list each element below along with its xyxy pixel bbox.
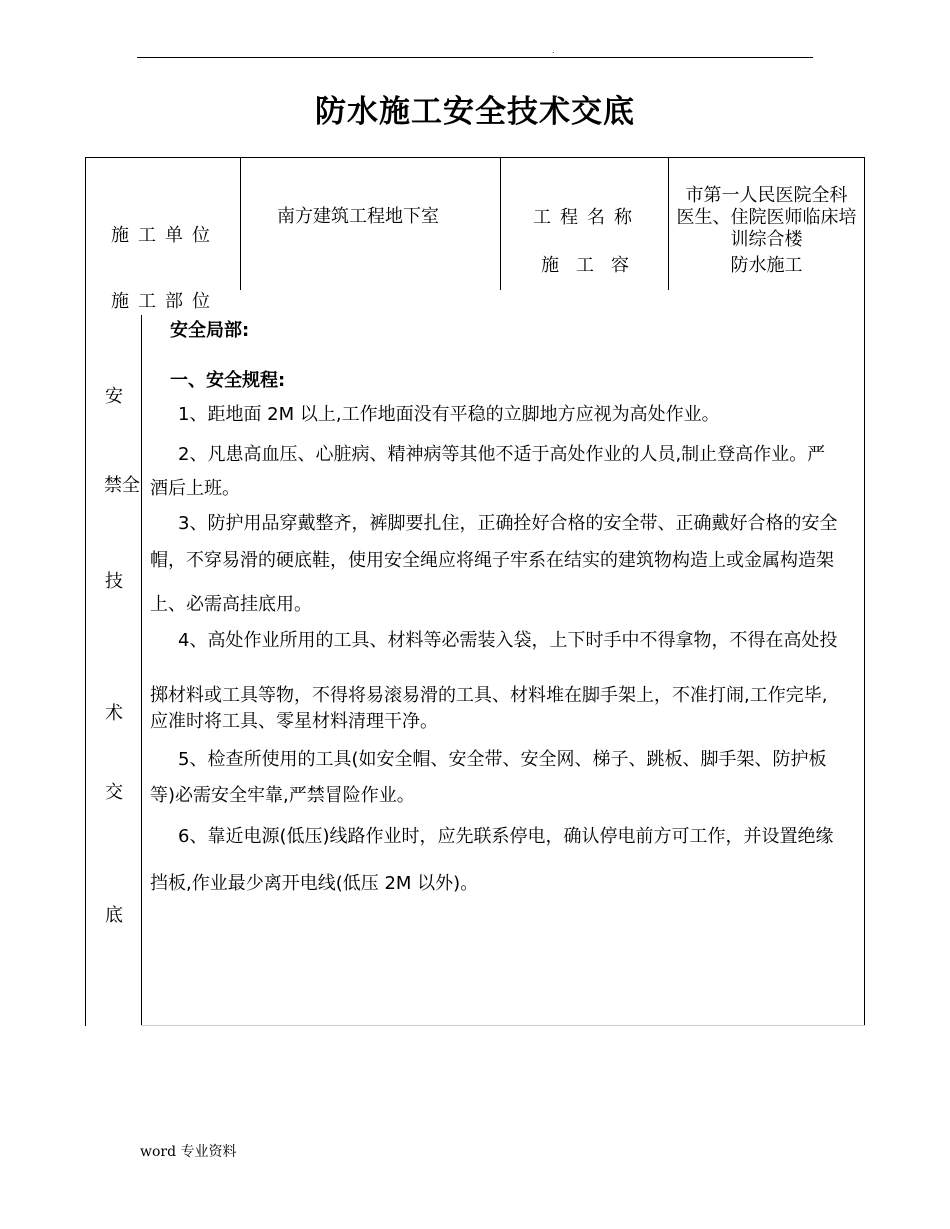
content-line: 挡板,作业最少离开电线(低压 2M 以外)。	[150, 873, 479, 894]
header-dot: .	[552, 46, 555, 55]
content-line: 上、必需高挂底用。	[150, 594, 312, 615]
side-label-6: 底	[105, 905, 123, 926]
content-line: 帽，不穿易滑的硬底鞋，使用安全绳应将绳子牢系在结实的建筑物构造上或金属构造架	[150, 550, 834, 571]
content-line: 应准时将工具、零星材料清理干净。	[150, 711, 438, 732]
content-line: 等)必需安全牢靠,严禁冒险作业。	[150, 785, 415, 806]
side-label-3: 技	[105, 571, 123, 592]
project-value-line-2: 医生、住院医师临床培	[676, 207, 857, 228]
content-line: 6、靠近电源(低压)线路作业时，应先联系停电，确认停电前方可工作，并设置绝缘	[178, 826, 834, 847]
content-value: 防水施工	[730, 255, 803, 276]
header-rule	[137, 57, 813, 58]
section-title: 安全局部:	[170, 320, 250, 341]
content-line: 4、高处作业所用的工具、材料等必需装入袋，上下时手中不得拿物，不得在高处投	[178, 630, 838, 651]
project-value-line-3: 训综合楼	[730, 229, 803, 250]
side-divider	[141, 315, 142, 1026]
page-title: 防水施工安全技术交底	[315, 94, 635, 130]
side-label-5: 交	[105, 782, 123, 803]
content-line: 5、检查所使用的工具(如安全帽、安全带、安全网、梯子、跳板、脚手架、防护板	[178, 749, 827, 770]
content-label: 施工容	[541, 255, 646, 276]
info-divider-1	[240, 157, 241, 290]
table-top-border	[85, 157, 865, 158]
info-divider-2	[500, 157, 501, 290]
side-label-2: 禁全	[104, 475, 140, 496]
content-line: 2、凡患高血压、心脏病、精神病等其他不适于高处作业的人员,制止登高作业。严	[178, 444, 826, 465]
part-label: 施工部位	[111, 291, 219, 312]
content-line: 3、防护用品穿戴整齐，裤脚要扎住，正确拴好合格的安全带、正确戴好合格的安全	[178, 513, 838, 534]
table-right-border	[864, 157, 865, 1026]
unit-value: 南方建筑工程地下室	[277, 206, 439, 227]
content-line: 酒后上班。	[150, 478, 240, 499]
table-left-border	[85, 157, 86, 1026]
unit-label: 施工单位	[111, 225, 219, 246]
rules-heading: 一、安全规程:	[170, 370, 286, 391]
project-value-line-1: 市第一人民医院全科	[685, 185, 848, 206]
footer-text: word 专业资料	[140, 1144, 237, 1160]
table-bottom-border	[141, 1025, 865, 1026]
project-label: 工程名称	[533, 207, 641, 228]
content-line: 1、距地面 2M 以上,工作地面没有平稳的立脚地方应视为高处作业。	[178, 404, 720, 425]
side-label-4: 术	[105, 703, 123, 724]
side-label-1: 安	[105, 386, 123, 407]
content-line: 掷材料或工具等物，不得将易滚易滑的工具、材料堆在脚手架上，不准打闹,工作完毕,	[150, 685, 828, 706]
